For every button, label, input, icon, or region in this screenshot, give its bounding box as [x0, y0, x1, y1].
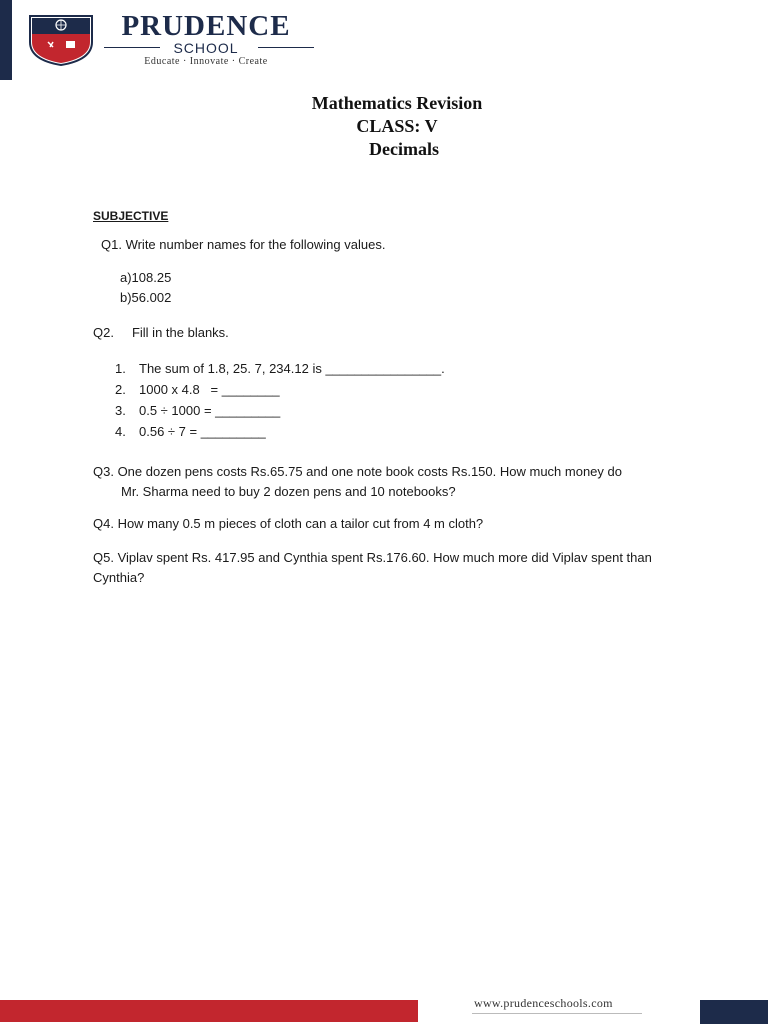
list-item-number: 1. — [115, 361, 126, 376]
logo-divider-right — [258, 47, 314, 48]
school-logo — [26, 12, 316, 70]
list-item-number: 2. — [115, 382, 126, 397]
school-crest-icon — [26, 12, 96, 66]
list-item-number: 3. — [115, 403, 126, 418]
question-2-label: Q2. — [93, 325, 114, 340]
list-item — [115, 421, 445, 442]
question-2-text: Fill in the blanks. — [131, 325, 229, 340]
footer-navy-block — [700, 1000, 768, 1024]
question-1: Q1. Write number names for the following values. — [101, 237, 386, 252]
worksheet-body — [93, 206, 693, 585]
title-subject: Mathematics Revision — [311, 93, 483, 113]
list-item — [115, 400, 445, 421]
list-item-text: 1000 x 4.8 = ________ — [139, 382, 280, 397]
logo-wordmark: PRUDENCE — [121, 10, 291, 42]
footer-website-url: www.prudenceschools.com — [474, 996, 613, 1010]
question-1-option-a: a)108.25 — [120, 270, 172, 285]
question-2 — [93, 323, 229, 343]
logo-tagline: Educate · Innovate · Create — [144, 56, 268, 67]
question-4: Q4. How many 0.5 m pieces of cloth can a tailor cut from 4 m cloth? — [93, 516, 484, 531]
question-1-option-b: b)56.002 — [120, 290, 172, 305]
list-item-text: 0.56 ÷ 7 = _________ — [139, 424, 266, 439]
fill-blanks-list — [115, 358, 445, 442]
title-topic: Decimals — [369, 139, 439, 159]
question-3 — [93, 462, 683, 502]
list-item — [115, 358, 445, 379]
section-heading: SUBJECTIVE — [93, 209, 169, 223]
left-accent-bar — [0, 0, 12, 80]
list-item-text: 0.5 ÷ 1000 = _________ — [139, 403, 281, 418]
footer-url-underline — [472, 1013, 642, 1014]
footer-red-band — [0, 1000, 418, 1022]
logo-school-text: SCHOOL — [173, 40, 239, 56]
title-class: CLASS: V — [356, 116, 438, 136]
question-3-line-2: Mr. Sharma need to buy 2 dozen pens and 10 notebooks? — [121, 484, 456, 499]
list-item-text: The sum of 1.8, 25. 7, 234.12 is ________________. — [139, 361, 445, 376]
list-item-number: 4. — [115, 424, 126, 439]
question-5: Q5. Viplav spent Rs. 417.95 and Cynthia spent Rs.176.60. How much more did Viplav spent than Cynthia? — [93, 550, 652, 585]
question-3-line-1: Q3. One dozen pens costs Rs.65.75 and one note book costs Rs.150. How much money do — [93, 464, 622, 479]
logo-school-row — [98, 40, 314, 56]
document-title-block — [0, 92, 768, 161]
list-item — [115, 379, 445, 400]
